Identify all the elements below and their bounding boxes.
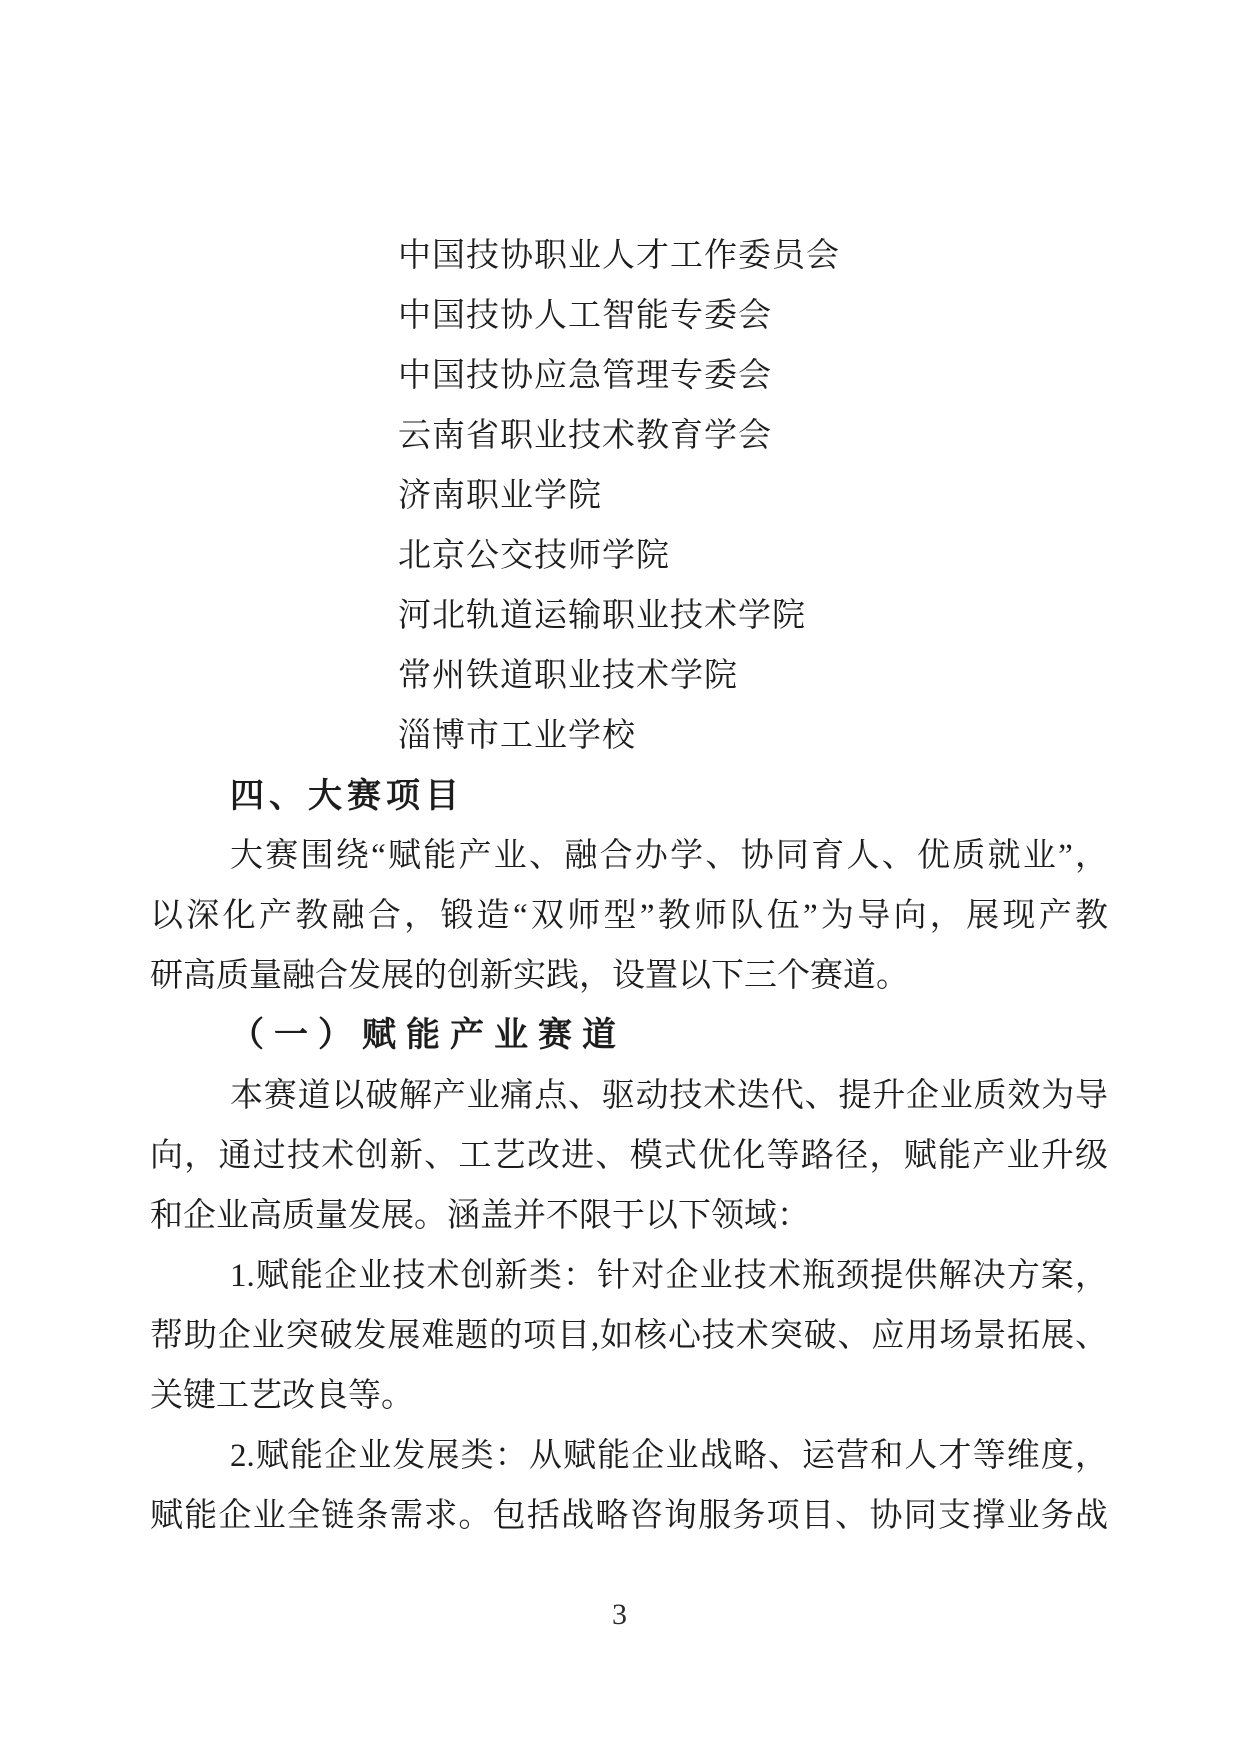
organization-line: 中国技协人工智能专委会 <box>398 298 772 334</box>
track-paragraph <box>150 1066 1108 1246</box>
organization-line: 中国技协应急管理专委会 <box>398 358 772 394</box>
organization-list <box>150 226 1108 766</box>
section-heading: 四、大赛项目 <box>230 777 464 815</box>
paragraph-line: 关键工艺改良等。 <box>150 1378 414 1414</box>
page-number: 3 <box>612 1598 628 1631</box>
paragraph-line: 向，通过技术创新、工艺改进、模式优化等路径，赋能产业升级 <box>150 1138 1108 1174</box>
organization-line: 中国技协职业人才工作委员会 <box>398 238 840 274</box>
paragraph-line: 赋能企业全链条需求。包括战略咨询服务项目、协同支撑业务战 <box>150 1498 1108 1534</box>
paragraph-line: 2.赋能企业发展类：从赋能企业战略、运营和人才等维度， <box>230 1438 1108 1474</box>
organization-line: 常州铁道职业技术学院 <box>398 658 738 694</box>
item2-paragraph <box>150 1426 1108 1546</box>
subsection-heading: （一）赋能产业赛道 <box>230 1017 626 1054</box>
organization-line: 云南省职业技术教育学会 <box>398 418 772 454</box>
paragraph-line: 以深化产教融合，锻造“双师型”教师队伍”为导向，展现产教 <box>150 898 1108 934</box>
organization-line: 济南职业学院 <box>398 478 602 514</box>
paragraph-line: 研高质量融合发展的创新实践，设置以下三个赛道。 <box>150 958 909 994</box>
intro-paragraph <box>150 826 1108 1006</box>
paragraph-line: 本赛道以破解产业痛点、驱动技术迭代、提升企业质效为导 <box>230 1078 1108 1114</box>
document-content <box>150 226 1108 1546</box>
organization-line: 北京公交技师学院 <box>398 538 670 574</box>
paragraph-line: 1.赋能企业技术创新类：针对企业技术瓶颈提供解决方案， <box>230 1258 1108 1294</box>
item1-paragraph <box>150 1246 1108 1426</box>
organization-line: 淄博市工业学校 <box>398 718 636 754</box>
paragraph-line: 帮助企业突破发展难题的项目,如核心技术突破、应用场景拓展、 <box>150 1318 1108 1354</box>
paragraph-line: 和企业高质量发展。涵盖并不限于以下领域： <box>150 1198 810 1234</box>
paragraph-line: 大赛围绕“赋能产业、融合办学、协同育人、优质就业”， <box>230 838 1108 874</box>
organization-line: 河北轨道运输职业技术学院 <box>398 598 806 634</box>
